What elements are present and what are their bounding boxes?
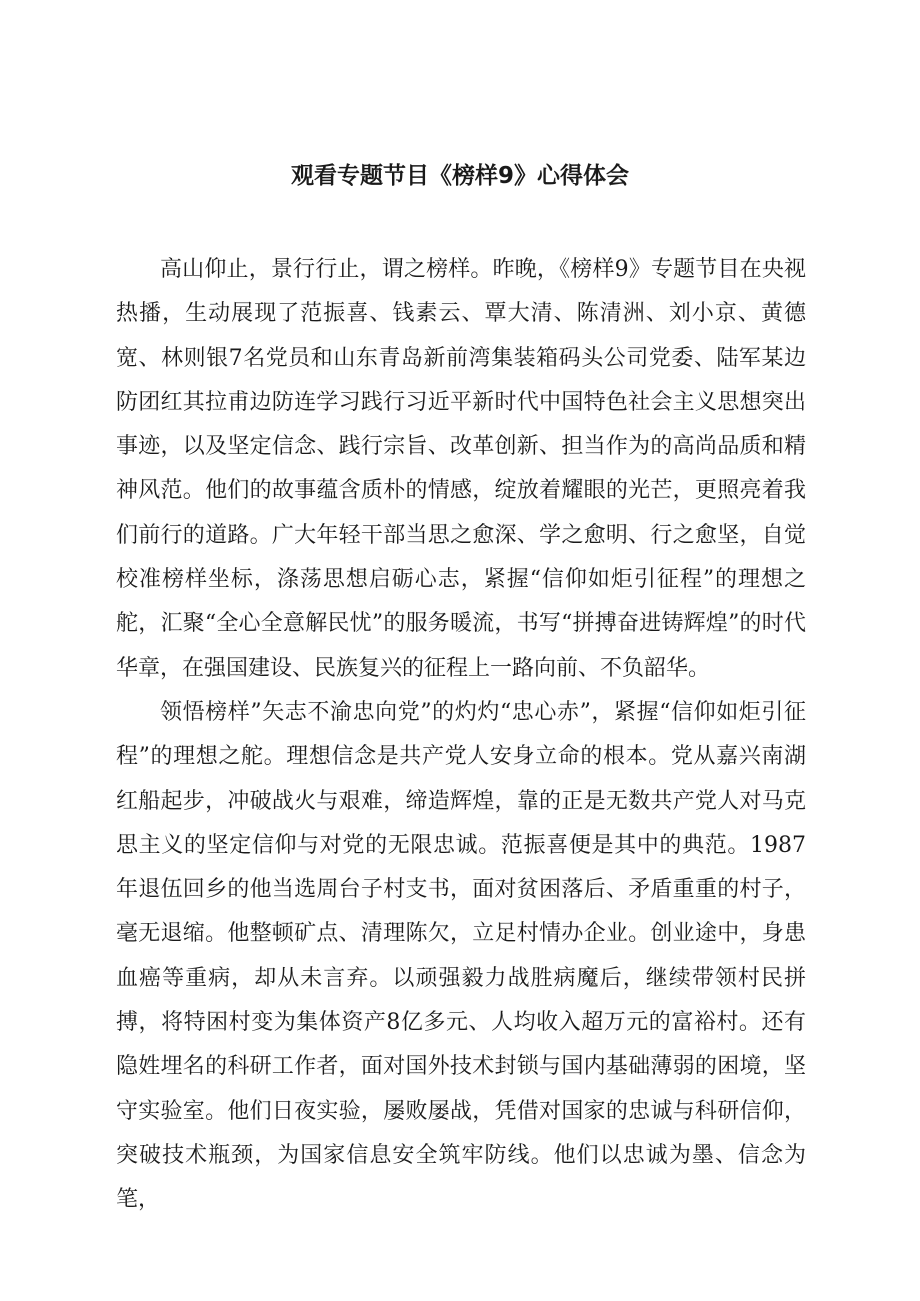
document-body bbox=[116, 248, 806, 1223]
document-title: 观看专题节目《榜样9》心得体会 bbox=[290, 163, 629, 189]
paragraph-loyalty: 领悟榜样”矢志不渝忠向党”的灼灼“忠心赤”，紧握“信仰如炬引征程”的理想之舵。理想信念是共产党人安身立命的根本。党从嘉兴南湖红船起步，冲破战火与艰难，缔造辉煌，靠的正是无数共产党人对马克思主义的坚定信仰与对党的无限忠诚。范振喜便是其中的典范。1987年退伍回乡的他当选周台子村支书，面对贫困落后、矛盾重重的村子，毫无退缩。他整顿矿点、清理陈欠，立足村情办企业。创业途中，身患血癌等重病，却从未言弃。以顽强毅力战胜病魔后，继续带领村民拼搏，将特困村变为集体资产8亿多元、人均收入超万元的富裕村。还有隐姓埋名的科研工作者，面对国外技术封锁与国内基础薄弱的困境，坚守实验室。他们日夜实验，屡败屡战，凭借对国家的忠诚与科研信仰，突破技术瓶颈，为国家信息安全筑牢防线。他们以忠诚为墨、信念为笔， bbox=[116, 699, 806, 1213]
paragraph-intro: 高山仰止，景行行止，谓之榜样。昨晚，《榜样9》专题节目在央视热播，生动展现了范振喜、钱素云、覃大清、陈清洲、刘小京、黄德宽、林则银7名党员和山东青岛新前湾集装箱码头公司党委、陆军某边防团红其拉甫边防连学习践行习近平新时代中国特色社会主义思想突出事迹，以及坚定信念、践行宗旨、改革创新、担当作为的高尚品质和精神风范。他们的故事蕴含质朴的情感，绽放着耀眼的光芒，更照亮着我们前行的道路。广大年轻干部当思之愈深、学之愈明、行之愈坚，自觉校准榜样坐标，涤荡思想启砺心志，紧握“信仰如炬引征程”的理想之舵，汇聚“全心全意解民忧”的服务暖流，书写“拼搏奋进铸辉煌”的时代华章，在强国建设、民族复兴的征程上一路向前、不负韶华。 bbox=[116, 257, 806, 681]
